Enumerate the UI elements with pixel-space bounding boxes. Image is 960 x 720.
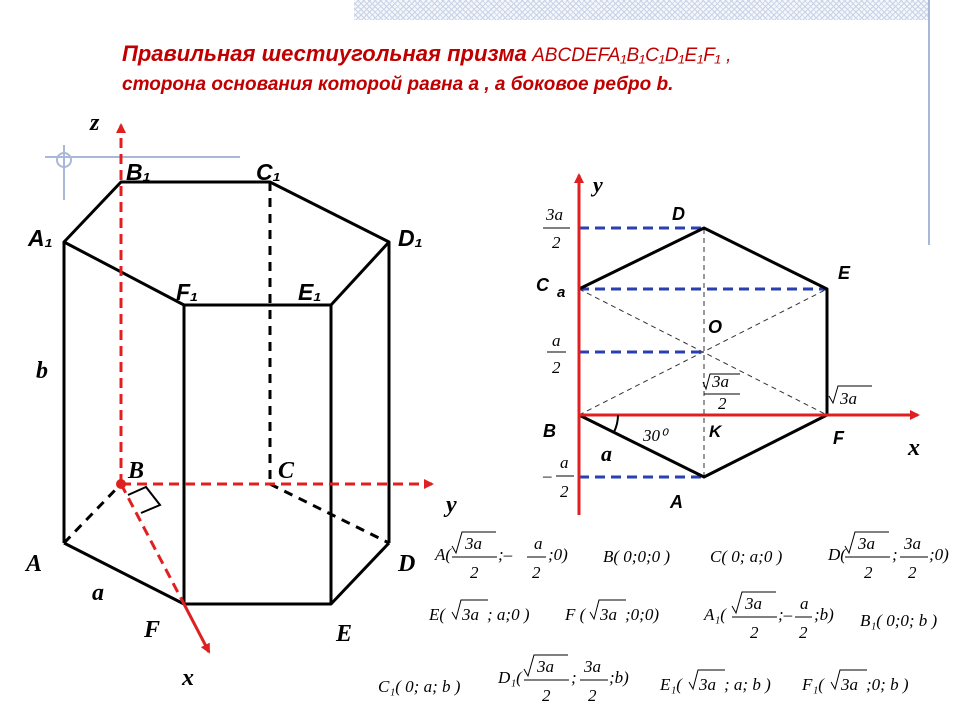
origin-point — [116, 479, 126, 489]
hex-angle-label: 30⁰ — [643, 426, 667, 445]
k-den: 2 — [718, 394, 727, 413]
coord-D1-n1: 3a — [537, 657, 554, 676]
k-fraction — [703, 372, 740, 413]
coord-D1 — [497, 655, 629, 705]
label-a: a — [92, 580, 104, 606]
right-angle-mark — [128, 487, 160, 513]
coord-D-d1: 2 — [864, 563, 873, 582]
coord-F1-post: ;0; b ) — [866, 675, 909, 694]
label-C: C — [278, 458, 295, 484]
coord-A1-name: A₁( — [704, 605, 726, 624]
label-B: B — [128, 458, 145, 484]
hex-label-O: O — [708, 317, 723, 337]
coord-A-n2: a — [534, 534, 543, 553]
coord-A1-d2: 2 — [799, 623, 808, 642]
coord-D-tail: ;0) — [929, 545, 949, 564]
coord-B: B( 0;0;0 ) — [603, 547, 671, 566]
hex-label-K: K — [709, 422, 722, 441]
coord-C: C( 0; a;0 ) — [710, 547, 783, 566]
label-A1: A₁ — [28, 225, 53, 251]
hex-label-A: A — [670, 492, 683, 512]
hex-label-C: C — [536, 275, 549, 295]
coord-E — [428, 600, 530, 624]
coord-D — [827, 532, 949, 582]
label-x: x — [182, 665, 194, 691]
hidden-edge-A-B — [64, 484, 121, 543]
coord-F — [564, 600, 659, 624]
coord-A1-tail: ;b) — [814, 605, 834, 624]
tick-a-num: a — [552, 331, 561, 350]
coord-A-sep: ;– — [498, 545, 513, 564]
coord-F-rad: 3a — [600, 605, 617, 624]
prism-figure — [24, 110, 457, 691]
x-axis — [121, 484, 184, 604]
hex-label-x: x — [908, 435, 920, 461]
coord-D1-d2: 2 — [588, 686, 597, 705]
label-b: b — [36, 358, 48, 384]
statement-line-2: сторона основания которой равна a , а боковое ребро b. — [122, 74, 674, 95]
hex-label-C-a: a — [557, 284, 566, 301]
tick-neg-sign: – — [543, 466, 552, 485]
angle-arc — [614, 415, 618, 432]
tick-a-over-2 — [547, 331, 566, 377]
coord-D-sep: ; — [892, 545, 898, 564]
label-D1: D₁ — [398, 225, 423, 251]
hex-label-D: D — [672, 204, 685, 224]
label-F1: F₁ — [176, 279, 199, 305]
label-E1: E₁ — [298, 279, 322, 305]
tick-neg-den: 2 — [560, 482, 569, 501]
x-axis-solid — [184, 604, 209, 652]
coord-E-post: ; a;0 ) — [487, 605, 530, 624]
coord-D-d2: 2 — [908, 563, 917, 582]
hex-label-E: E — [838, 263, 851, 283]
coord-A1-sep: ;– — [778, 605, 793, 624]
f-sqrt-text: 3a — [840, 389, 857, 408]
tick-3a-den: 2 — [552, 233, 561, 252]
coord-A — [434, 532, 568, 582]
coord-F1-rad: 3a — [841, 675, 858, 694]
statement-title: Правильная шестиугольная призма — [122, 41, 527, 66]
coord-A-d2: 2 — [532, 563, 541, 582]
coord-D1-tail: ;b) — [609, 668, 629, 687]
coord-C1: C₁( 0; a; b ) — [378, 677, 461, 696]
coord-D-name: D( — [828, 545, 846, 564]
coord-A-name: A( — [435, 545, 452, 564]
coord-A-n1: 3a — [465, 534, 482, 553]
coord-A1 — [703, 592, 834, 642]
coord-E1-pre: E₁( — [660, 675, 682, 694]
coord-F1 — [801, 670, 909, 694]
hex-label-side-a: a — [601, 441, 612, 466]
f-sqrt-label — [829, 386, 872, 408]
label-D: D — [398, 551, 416, 577]
coord-E1-post: ; a; b ) — [724, 675, 771, 694]
coord-E1 — [659, 670, 771, 694]
coord-D1-n2: 3a — [584, 657, 601, 676]
coord-A1-n1: 3a — [745, 594, 762, 613]
coord-B1: B₁( 0;0; b ) — [860, 611, 938, 630]
top-face — [64, 182, 389, 305]
tick-a-den: 2 — [552, 358, 561, 377]
k-num: 3a — [712, 372, 729, 391]
label-C1: C₁ — [256, 159, 281, 185]
coord-E1-rad: 3a — [699, 675, 716, 694]
coordinates-list — [378, 532, 949, 705]
tick-neg-a-over-2 — [542, 453, 574, 501]
label-B1: B₁ — [126, 159, 151, 185]
coord-A-d1: 2 — [470, 563, 479, 582]
coord-A1-d1: 2 — [750, 623, 759, 642]
coord-D1-name: D₁( — [498, 668, 522, 687]
coord-D-n1: 3a — [858, 534, 875, 553]
prism-name: ABCDEFA₁B₁C₁D₁E₁F₁ , — [526, 45, 732, 66]
hexagon-figure — [536, 172, 920, 515]
label-E: E — [336, 621, 353, 647]
coord-A1-n2: a — [800, 594, 809, 613]
coord-E-pre: E( — [429, 605, 446, 624]
coord-D-n2: 3a — [904, 534, 921, 553]
tick-3a-over-2 — [543, 205, 570, 252]
label-F: F — [144, 617, 161, 643]
tick-3a-num: 3a — [546, 205, 563, 224]
coord-F-pre: F ( — [565, 605, 586, 624]
coord-F-post: ;0;0) — [625, 605, 659, 624]
coord-D1-sep: ; — [571, 668, 577, 687]
tick-neg-num: a — [560, 453, 569, 472]
coord-F1-pre: F₁( — [802, 675, 824, 694]
label-A: A — [26, 551, 43, 577]
hex-label-B: B — [543, 421, 556, 441]
label-z: z — [90, 110, 100, 136]
coord-E-rad: 3a — [462, 605, 479, 624]
label-y: y — [446, 492, 457, 518]
hex-label-y: y — [593, 172, 603, 197]
bottom-visible-edges — [64, 543, 389, 604]
coord-A-tail: ;0) — [548, 545, 568, 564]
hex-label-F: F — [833, 428, 844, 448]
coord-D1-d1: 2 — [542, 686, 551, 705]
